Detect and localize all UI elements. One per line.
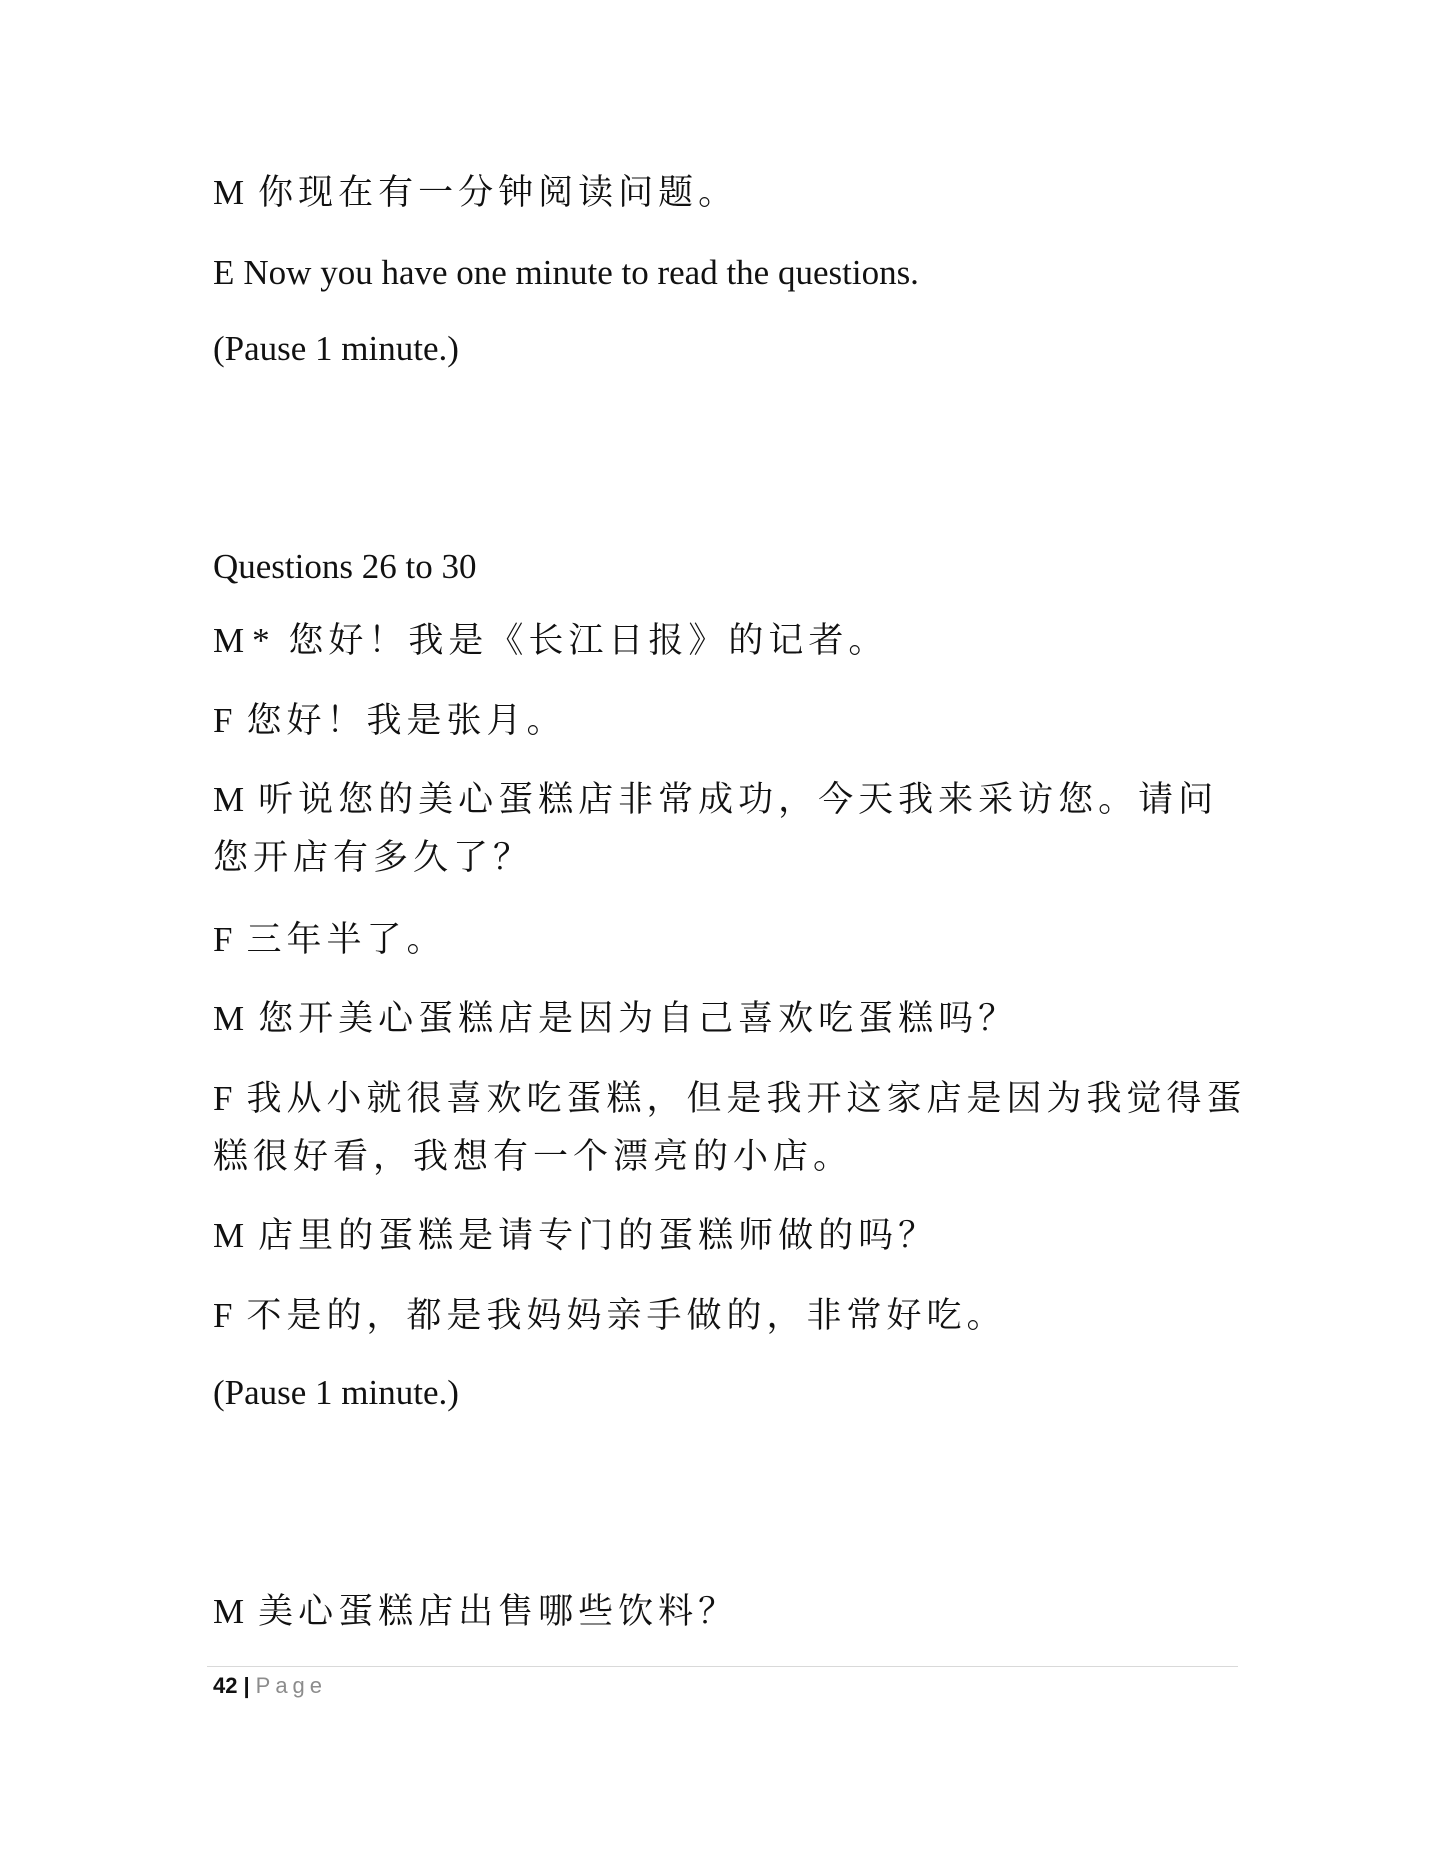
transcript-line: [213, 990, 1018, 1048]
speaker-label: F: [213, 920, 233, 959]
speaker-label: M: [213, 1216, 245, 1255]
line-text: 你现在有一分钟阅读问题。: [258, 173, 739, 212]
transcript-line: [213, 692, 566, 750]
line-text: 美心蛋糕店出售哪些饮料？: [258, 1592, 739, 1631]
speaker-label: F: [213, 1296, 233, 1335]
line-text: 三年半了。: [246, 920, 447, 959]
transcript-line: [213, 1287, 1006, 1345]
line-text: 不是的，都是我妈妈亲手做的，非常好吃。: [246, 1296, 1007, 1335]
speaker-label: F: [213, 701, 233, 740]
line-text: Now you have one minute to read the questions.: [243, 253, 919, 292]
transcript-line: [213, 1070, 1253, 1186]
line-text: 我从小就很喜欢吃蛋糕，但是我开这家店是因为我觉得蛋糕很好看，我想有一个漂亮的小店。: [213, 1079, 1247, 1176]
line-text: 您好！我是张月。: [246, 701, 567, 740]
speaker-label: F: [213, 1079, 233, 1118]
transcript-line: [213, 771, 1253, 887]
speaker-label: E: [213, 253, 235, 292]
speaker-label: M: [213, 780, 245, 819]
line-text: 您开美心蛋糕店是因为自己喜欢吃蛋糕吗？: [258, 999, 1019, 1038]
speaker-label: M: [213, 1592, 245, 1631]
footer-divider: [207, 1666, 1238, 1667]
page-footer: [213, 1672, 327, 1700]
pause-instruction: (Pause 1 minute.): [213, 329, 459, 368]
page-label: Page: [255, 1673, 328, 1698]
transcript-line: [213, 164, 738, 222]
speaker-label: M: [213, 621, 245, 660]
transcript-line: [213, 612, 888, 670]
section-heading: Questions 26 to 30: [213, 547, 477, 586]
speaker-label: M: [213, 999, 245, 1038]
speaker-label: M: [213, 173, 245, 212]
pause-instruction: (Pause 1 minute.): [213, 1373, 459, 1412]
transcript-line: [213, 911, 446, 969]
footer-separator: |: [243, 1673, 250, 1698]
line-text: 店里的蛋糕是请专门的蛋糕师做的吗？: [258, 1216, 939, 1255]
line-text: 听说您的美心蛋糕店非常成功，今天我来采访您。请问您开店有多久了？: [213, 780, 1219, 877]
transcript-line: [213, 1583, 738, 1641]
line-text: * 您好！我是《长江日报》的记者。: [252, 621, 889, 660]
transcript-line: [213, 1207, 938, 1265]
transcript-line: [213, 244, 919, 302]
page-number: 42: [213, 1673, 238, 1698]
